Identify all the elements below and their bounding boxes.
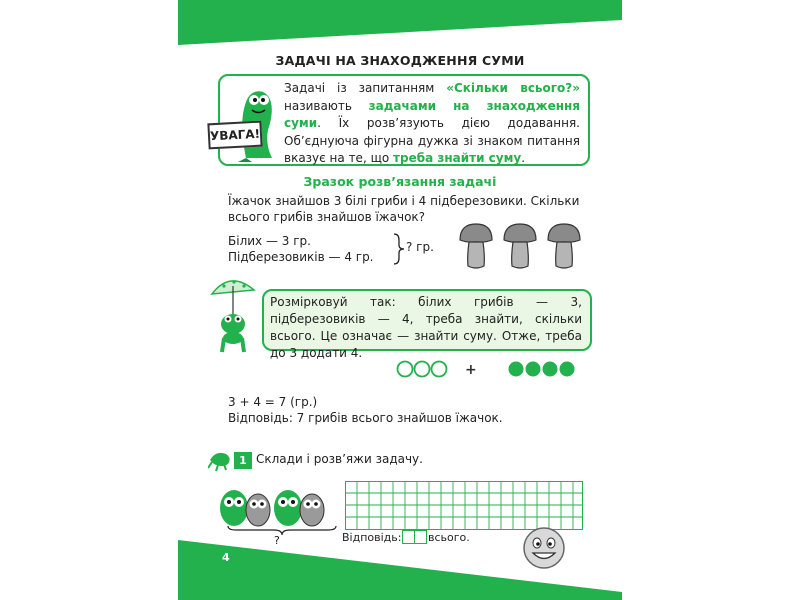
answer-sentence: Відповідь: 7 грибів всього знайшов їжачок. [228,411,503,425]
owl-icon [274,490,302,526]
answer-grid[interactable] [345,481,583,530]
answer-suffix: всього. [428,531,470,544]
smiley-icon [522,526,566,570]
plus-sign: + [465,362,477,378]
page-title: ЗАДАЧІ НА ЗНАХОДЖЕННЯ СУМИ [275,53,525,68]
empty-circle [415,362,430,377]
answer-label: Відповідь: [342,531,402,544]
counting-circles [396,359,576,379]
attention-note-text: Задачі із запитанням «Скільки всього?» називають задачами на знаходження суми. Їх розв’язують дією додавання. Об’єднуюча фігурна дужка зі знаком питання вказує на те, що треба знайти суму. [284,81,580,165]
owl-icon [220,490,248,526]
mushroom-icon [548,224,580,268]
reasoning-text: Розмірковуй так: білих грибів — 3, підберезовиків — 4, треба знайти, скільки всього. Це означає — знайти суму. Отже, треба до 3 додати 4. [270,295,582,360]
brace-question: ? [274,534,280,547]
sample-title: Зразок розв’язання задачі [303,174,497,189]
filled-circle [543,362,558,377]
mushrooms-group [456,222,586,270]
owl-icon [246,494,270,526]
given-white: Білих — 3 гр. [228,234,311,248]
attention-badge: УВАГА! [207,121,262,150]
given-birch: Підберезовиків — 4 гр. [228,250,374,264]
equation: 3 + 4 = 7 (гр.) [228,395,318,409]
top-green-band [178,0,622,45]
curly-brace-icon [392,232,406,266]
frog-umbrella-icon [208,272,258,356]
brace-question: ? гр. [406,240,434,254]
mushroom-icon [460,224,492,268]
textbook-page [178,0,622,600]
page-number: 4 [222,551,230,564]
given-data [228,233,374,265]
filled-circle [526,362,541,377]
reasoning-note [262,289,592,360]
task-number: 1 [234,452,252,469]
lizard-icon [208,446,234,472]
filled-circle [509,362,524,377]
empty-circle [432,362,447,377]
bottom-brace-icon [226,524,338,536]
mushroom-icon [504,224,536,268]
problem-text: Їжачок знайшов 3 білі гриби і 4 підберезовики. Скільки всього грибів знайшов їжачок? [228,194,580,224]
filled-circle [560,362,575,377]
owl-icon [300,494,324,526]
empty-circle [398,362,413,377]
task-text: Склади і розв’яжи задачу. [256,452,423,466]
